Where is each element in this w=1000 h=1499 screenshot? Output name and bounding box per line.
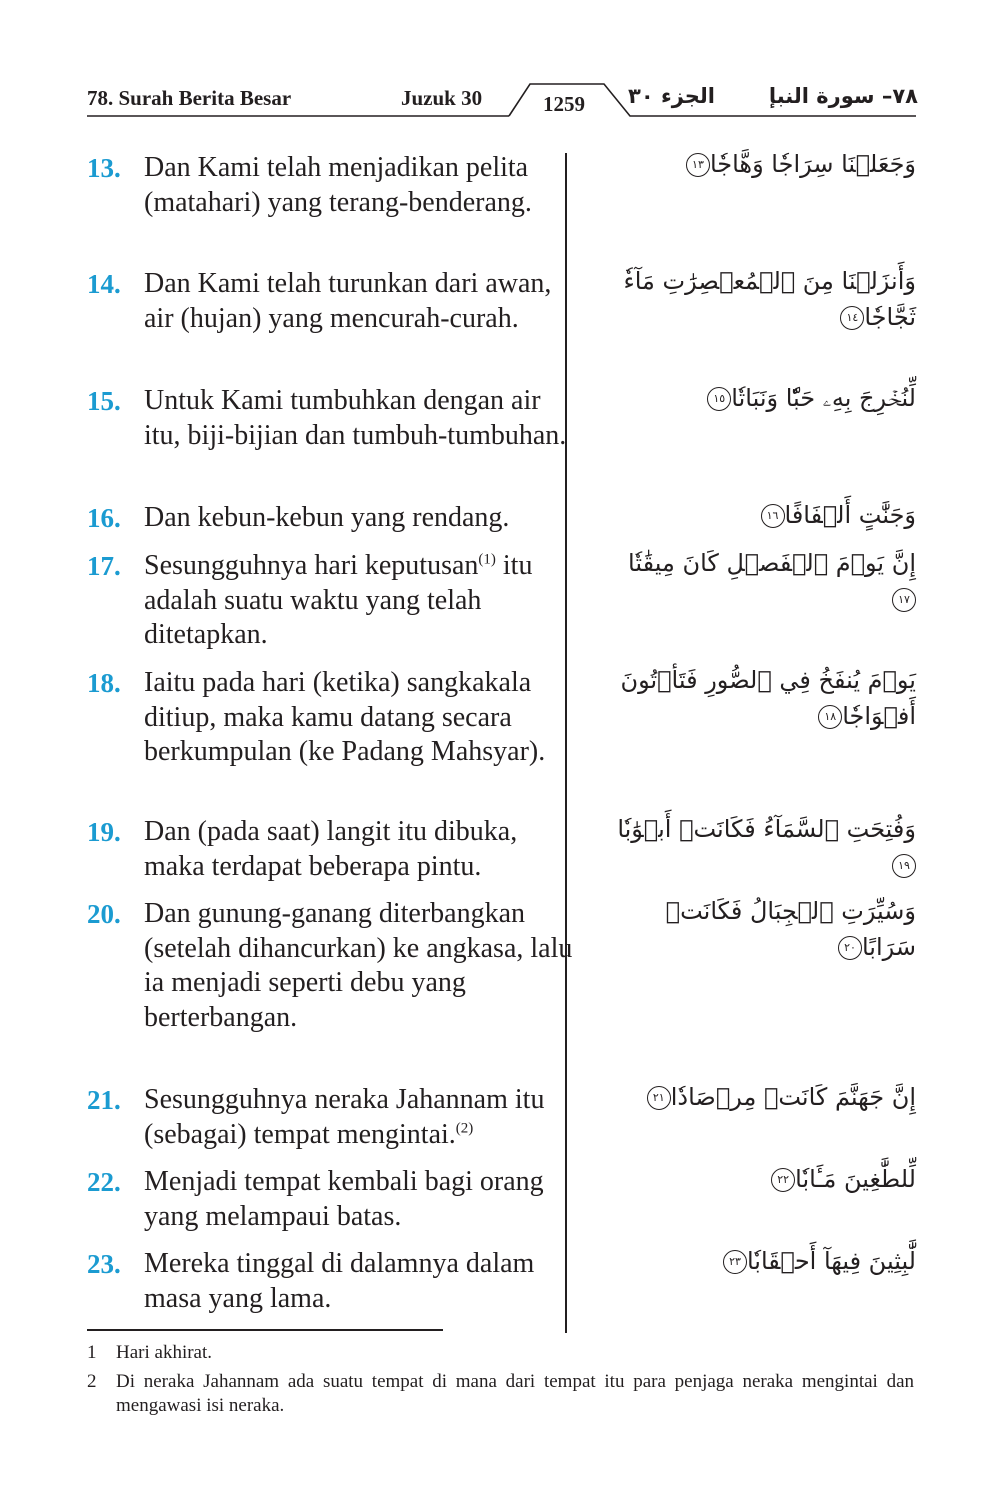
arabic-text: وَسُيِّرَتِ ٱلۡجِبَالُ فَكَانَتۡ سَرَابًا bbox=[665, 897, 916, 961]
verse-arabic bbox=[616, 662, 916, 734]
verse-arabic bbox=[616, 545, 916, 617]
arabic-text: وَأَنزَلۡنَا مِنَ ٱلۡمُعۡصِرَٰتِ مَآءٗ ثَجَّاجٗا bbox=[623, 267, 916, 331]
ayah-marker-icon: ١٧ bbox=[892, 588, 916, 612]
verse-arabic bbox=[616, 1079, 916, 1115]
footnote-rule bbox=[87, 1329, 443, 1331]
verse-text: Dan (pada saat) langit itu dibuka, maka terdapat beberapa pintu. bbox=[144, 816, 518, 882]
surah-title: 78. Surah Berita Besar bbox=[87, 86, 292, 110]
verse-number: 16. bbox=[87, 503, 121, 533]
verse-number: 13. bbox=[87, 153, 121, 183]
ayah-marker-icon: ١٦ bbox=[761, 504, 785, 528]
verse-text bbox=[144, 549, 584, 653]
verse-text: Dan Kami telah turunkan dari awan, air (hujan) yang mencurah-curah. bbox=[144, 268, 552, 334]
verse-arabic bbox=[616, 146, 916, 182]
ayah-marker-icon: ٢٠ bbox=[838, 936, 862, 960]
verse-arabic bbox=[616, 497, 916, 533]
verse-arabic bbox=[616, 811, 916, 883]
verse-arabic bbox=[616, 1243, 916, 1279]
verse-number: 20. bbox=[87, 899, 121, 929]
verse-text-part: itu adalah suatu waktu yang telah ditetapkan. bbox=[144, 550, 533, 650]
verse-number: 23. bbox=[87, 1249, 121, 1279]
verse-arabic bbox=[616, 1161, 916, 1197]
verse-number: 22. bbox=[87, 1167, 121, 1197]
verse-number: 18. bbox=[87, 668, 121, 698]
ayah-marker-icon: ١٨ bbox=[818, 705, 842, 729]
verse-text: Dan kebun-kebun yang rendang. bbox=[144, 502, 510, 533]
footnote-ref[interactable]: (1) bbox=[478, 551, 496, 568]
arabic-text: وَجَعَلۡنَا سِرَاجٗا وَهَّاجٗا bbox=[709, 150, 916, 178]
verse-text: Menjadi tempat kembali bagi orang yang melampaui batas. bbox=[144, 1166, 544, 1232]
verse-number: 19. bbox=[87, 817, 121, 847]
verse-arabic bbox=[616, 263, 916, 335]
verse-number: 15. bbox=[87, 386, 121, 416]
footnote-text: Hari akhirat. bbox=[116, 1342, 213, 1363]
footnote-ref[interactable]: (2) bbox=[455, 1120, 474, 1137]
arabic-text: لِّلطَّٰغِينَ مَـَٔابٗا bbox=[795, 1165, 916, 1193]
arabic-text: لَّٰبِثِينَ فِيهَآ أَحۡقَابٗا bbox=[746, 1247, 916, 1275]
footnote-text: Di neraka Jahannam ada suatu tempat di mana dari tempat itu para penjaga neraka mengintai dan mengawasi isi neraka. bbox=[116, 1371, 914, 1416]
ayah-marker-icon: ١٤ bbox=[840, 306, 864, 330]
verse-text: Dan Kami telah menjadikan pelita (matahari) yang terang-benderang. bbox=[144, 152, 532, 218]
ayah-marker-icon: ٢٣ bbox=[723, 1250, 747, 1274]
verse-text: Iaitu pada hari (ketika) sangkakala ditiup, maka kamu datang secara berkumpulan (ke Padang Mahsyar). bbox=[144, 667, 546, 767]
ayah-marker-icon: ١٥ bbox=[707, 387, 731, 411]
juz-arabic: الجزء ٣٠ bbox=[628, 84, 715, 108]
verse-arabic bbox=[616, 380, 916, 416]
verse-text: Untuk Kami tumbuhkan dengan air itu, biji-bijian dan tumbuh-tumbuhan. bbox=[144, 385, 567, 451]
page-header bbox=[0, 80, 1000, 120]
arabic-text: وَفُتِحَتِ ٱلسَّمَآءُ فَكَانَتۡ أَبۡوَٰبٗا bbox=[617, 815, 916, 843]
verse-number: 17. bbox=[87, 551, 121, 581]
ayah-marker-icon: ٢١ bbox=[647, 1086, 671, 1110]
verse-number: 21. bbox=[87, 1085, 121, 1115]
verse-arabic bbox=[616, 893, 916, 965]
verse-text-part: Sesungguhnya hari keputusan bbox=[144, 550, 479, 581]
page-number: 1259 bbox=[543, 92, 585, 116]
verse-text-part: Sesungguhnya neraka Jahannam itu (sebagai) tempat mengintai. bbox=[144, 1084, 545, 1150]
verse-number: 14. bbox=[87, 269, 121, 299]
arabic-text: إِنَّ جَهَنَّمَ كَانَتۡ مِرۡصَادٗا bbox=[670, 1083, 916, 1111]
verse-text bbox=[144, 1083, 584, 1152]
surah-arabic: ٧٨– سورة النبإ bbox=[768, 84, 918, 108]
verse-text: Mereka tinggal di dalamnya dalam masa yang lama. bbox=[144, 1248, 535, 1314]
arabic-text: لِّنُخۡرِجَ بِهِۦ حَبّٗا وَنَبَاتٗا bbox=[731, 384, 916, 412]
ayah-marker-icon: ١٣ bbox=[686, 153, 710, 177]
ayah-marker-icon: ١٩ bbox=[892, 854, 916, 878]
juz-label: Juzuk 30 bbox=[401, 86, 483, 110]
verse-text: Dan gunung-ganang diterbangkan (setelah dihancurkan) ke angkasa, lalu ia menjadi seperti debu yang berterbangan. bbox=[144, 898, 573, 1033]
ayah-marker-icon: ٢٢ bbox=[771, 1168, 795, 1192]
arabic-text: يَوۡمَ يُنفَخُ فِي ٱلصُّورِ فَتَأۡتُونَ أَفۡوَاجٗا bbox=[620, 666, 916, 730]
footnote-number: 2 bbox=[87, 1371, 97, 1392]
arabic-text: إِنَّ يَوۡمَ ٱلۡفَصۡلِ كَانَ مِيقَٰتٗا bbox=[628, 549, 916, 577]
footnote-number: 1 bbox=[87, 1342, 97, 1363]
arabic-text: وَجَنَّٰتٍ أَلۡفَافًا bbox=[784, 501, 916, 529]
